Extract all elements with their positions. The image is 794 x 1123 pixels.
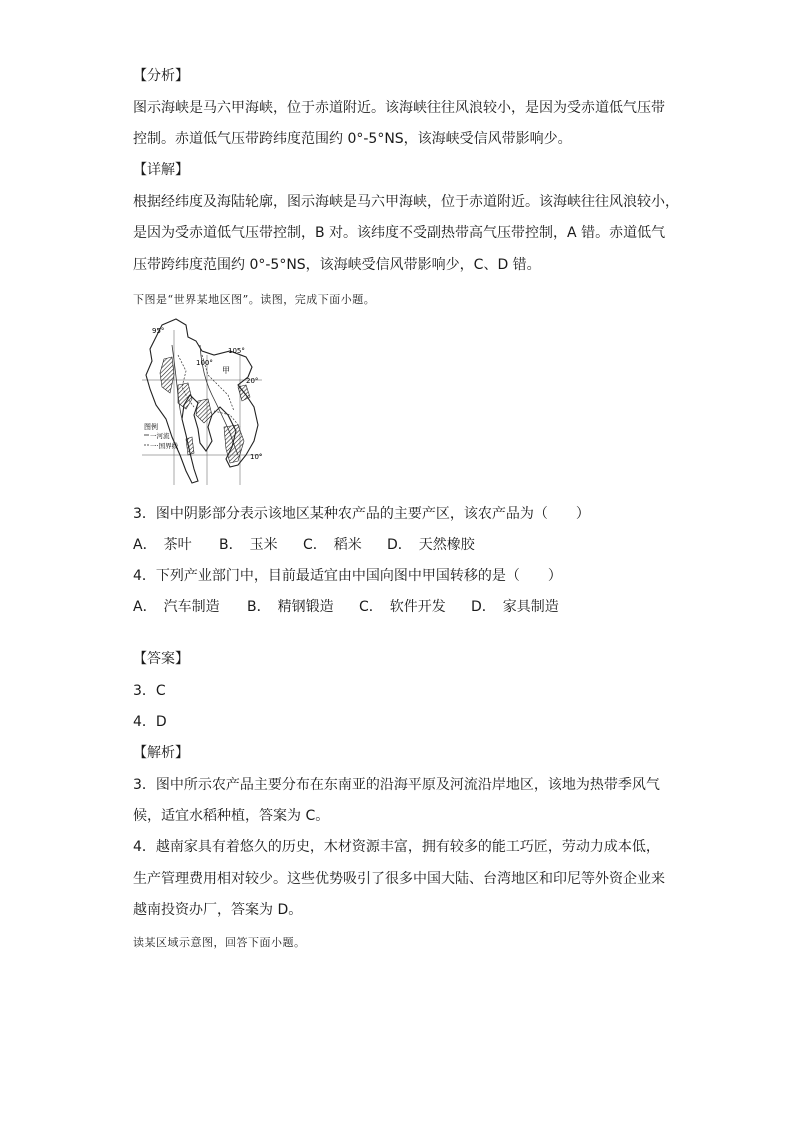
country-label-jia: 甲 [222,366,230,375]
detail-line-2: 是因为受赤道低气压带控制，B 对。该纬度不受副热带高气压带控制，A 错。赤道低气 [133,225,666,241]
lon-label-105: 105° [228,347,245,355]
question-4-options [133,598,559,616]
hatched-area-6 [186,437,194,455]
hatched-area-1 [160,357,174,393]
q4-option-c: C． 软件开发 [359,599,446,615]
q4-option-a: A． 汽车制造 [133,599,220,615]
analysis-line-2: 控制。赤道低气压带跨纬度范围约 0°-5°NS，该海峡受信风带影响少。 [133,131,572,147]
q3-option-c: C． 稻米 [303,537,362,553]
analysis-heading: 【分析】 [133,68,189,84]
region-map [142,315,270,485]
legend-river-label: 一河流 [150,432,170,440]
answer-4: 4．D [133,714,167,730]
analysis-line-1: 图示海峡是马六甲海峡，位于赤道附近。该海峡往往风浪较小，是因为受赤道低气压带 [133,100,665,116]
explain-line-1: 3．图中所示农产品主要分布在东南亚的沿海平原及河流沿岸地区，该地为热带季风气 [133,777,660,793]
hatched-area-3 [196,399,212,423]
lat-label-10: 10° [250,453,263,461]
lon-label-100: 100° [196,359,213,367]
explain-line-3: 4．越南家具有着悠久的历史，木材资源丰富，拥有较多的能工巧匠，劳动力成本低， [133,839,660,855]
lat-label-20: 20° [246,377,259,385]
explain-line-5: 越南投资办厂，答案为 D。 [133,902,303,918]
detail-line-3: 压带跨纬度范围约 0°-5°NS，该海峡受信风带影响少，C、D 错。 [133,257,541,273]
lon-label-95: 95° [152,327,165,335]
next-intro: 读某区域示意图，回答下面小题。 [133,936,306,949]
detail-heading: 【详解】 [133,162,189,178]
question-3-options [133,536,475,554]
explain-line-4: 生产管理费用相对较少。这些优势吸引了很多中国大陆、台湾地区和印尼等外资企业来 [133,871,665,887]
q4-option-d: D． 家具制造 [471,599,559,615]
explain-line-2: 候，适宜水稻种植，答案为 C。 [133,808,330,824]
hatched-area-2 [178,383,192,409]
q3-option-d: D． 天然橡胶 [387,537,475,553]
question-3-stem: 3．图中阴影部分表示该地区某种农产品的主要产区，该农产品为（ ） [133,506,590,522]
q4-option-b: B． 精钢锻造 [247,599,334,615]
answer-heading: 【答案】 [133,651,189,667]
map-intro: 下图是“世界某地区图”。读图，完成下面小题。 [133,293,376,306]
legend-title: 图例 [144,423,158,431]
q3-option-a: A． 茶叶 [133,537,192,553]
question-4-stem: 4．下列产业部门中，目前最适宜由中国向图中甲国转移的是（ ） [133,568,562,584]
answer-3: 3．C [133,683,166,699]
legend-border-label: 一·国界线 [150,442,179,450]
q3-option-b: B． 玉米 [219,537,278,553]
explain-heading: 【解析】 [133,745,189,761]
detail-line-1: 根据经纬度及海陆轮廓，图示海峡是马六甲海峡，位于赤道附近。该海峡往往风浪较小， [133,194,679,210]
